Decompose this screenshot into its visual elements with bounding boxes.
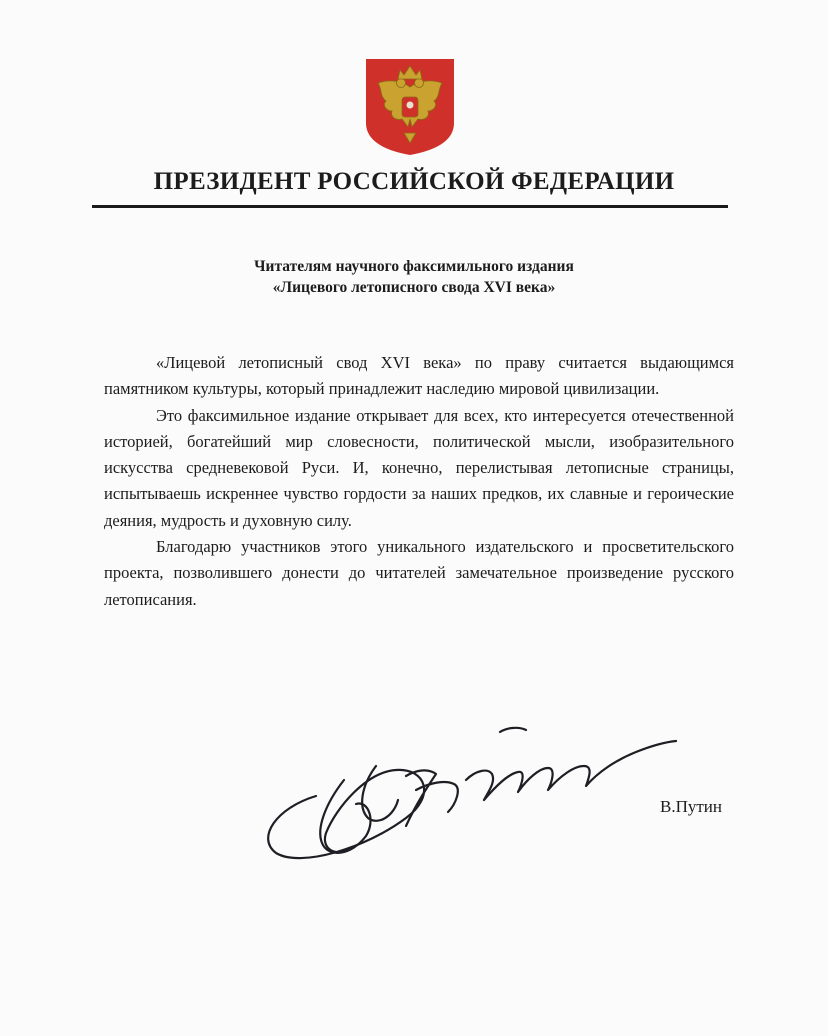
signer-name: В.Путин [660,797,722,816]
letterhead-divider [92,205,728,208]
body-paragraph-3: Благодарю участников этого уникального издательского и просветительского проекта, позволившего донести до читателей замечательное произведение русского летописания. [104,537,734,609]
letter-body [104,350,734,613]
address-line-1: Читателям научного факсимильного издания [254,258,574,275]
coat-of-arms-icon [364,57,456,157]
handwritten-signature-icon [256,708,686,868]
address-line-2: «Лицевого летописного свода XVI века» [272,279,556,296]
body-paragraph-1: «Лицевой летописный свод XVI века» по праву считается выдающимся памятником культуры, который принадлежит наследию мировой цивилизации. [104,353,734,399]
body-paragraph-2: Это факсимильное издание открывает для всех, кто интересуется отечественной историей, богатейший мир словесности, политической мысли, изобразительного искусства средневековой Руси. И, конечно, перелистывая летописные страницы, испытываешь искреннее чувство гордости за наших предков, их славные и героические деяния, мудрость и духовную силу. [104,405,734,530]
address-block [92,256,736,298]
letterhead-title: ПРЕЗИДЕНТ РОССИЙСКОЙ ФЕДЕРАЦИИ [153,168,675,195]
